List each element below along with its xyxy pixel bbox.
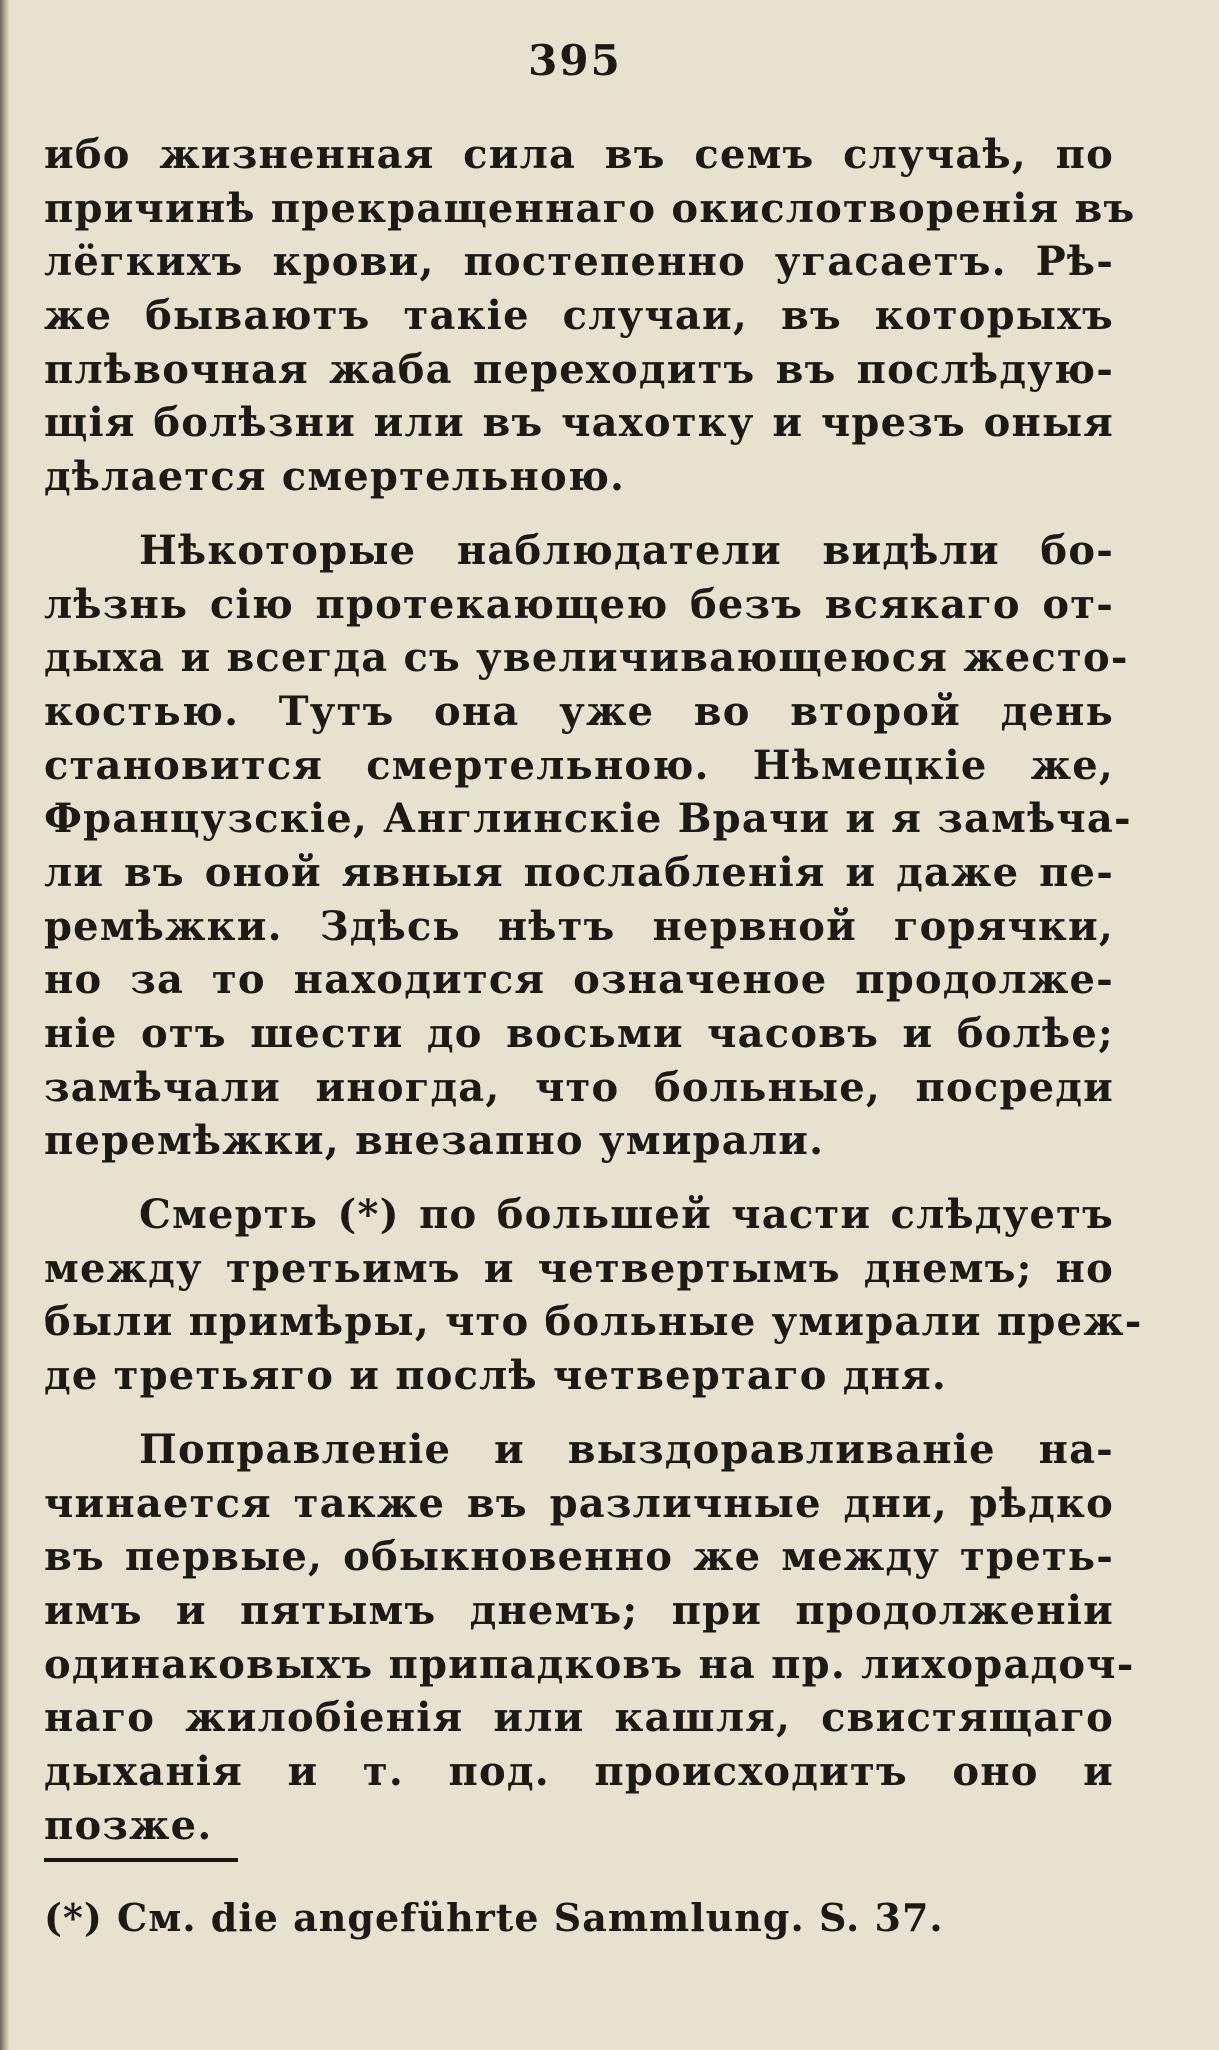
text-line: перемѣжки, внезапно умирали. xyxy=(44,1117,825,1165)
text-line: ремѣжки. Здѣсь нѣтъ нервной горячки, xyxy=(44,902,1114,950)
text-line: Смерть (*) по большей части слѣдуетъ xyxy=(139,1191,1114,1239)
text-line: ибо жизненная сила въ семъ случаѣ, по xyxy=(44,131,1114,178)
text-line: въ первые, обыкновенно же между треть- xyxy=(44,1533,1114,1581)
text-line: лёгкихъ крови, постепенно угасаетъ. Рѣ- xyxy=(44,238,1114,286)
text-line: лѣзнь сію протекающею безъ всякаго от- xyxy=(44,580,1114,628)
text-line: были примѣры, что больные умирали преж- xyxy=(44,1298,1143,1346)
paragraph-1 xyxy=(44,128,1136,504)
text-line: одинаковыхъ припадковъ на пр. лихорадоч- xyxy=(44,1640,1135,1688)
text-line: но за то находится означеное продолже- xyxy=(44,956,1114,1004)
paragraph-2 xyxy=(44,524,1132,1168)
text-line: позже. xyxy=(44,1801,213,1849)
text-line: де третьяго и послѣ четвертаго дня. xyxy=(44,1352,947,1400)
text-line: плѣвочная жаба переходитъ въ послѣдую- xyxy=(44,345,1114,393)
body-text xyxy=(44,128,1143,1852)
page-number: 395 xyxy=(528,36,622,85)
footnote-divider xyxy=(44,1858,238,1862)
text-line: ли въ оной явныя послабленія и даже пе- xyxy=(44,848,1114,896)
text-line: имъ и пятымъ днемъ; при продолженіи xyxy=(44,1586,1114,1634)
text-line: становится смертельною. Нѣмецкіе же, xyxy=(44,741,1114,789)
paragraph-3 xyxy=(44,1188,1143,1403)
text-line: наго жилобіенія или кашля, свистящаго xyxy=(44,1694,1114,1742)
text-line: щія болѣзни или въ чахотку и чрезъ оныя xyxy=(44,399,1114,447)
text-line: ніе отъ шести до восьми часовъ и болѣе; xyxy=(44,1010,1114,1057)
text-line: причинѣ прекращеннаго окислотворенія въ xyxy=(44,184,1136,232)
text-line: дыханія и т. под. происходитъ оно и xyxy=(44,1747,1114,1795)
text-line: же бываютъ такіе случаи, въ которыхъ xyxy=(44,292,1114,340)
text-line: дыха и всегда съ увеличивающеюся жесто- xyxy=(44,634,1129,682)
footnote: (*) См. die angeführte Sammlung. S. 37. xyxy=(44,1895,944,1940)
text-line: между третьимъ и четвертымъ днемъ; но xyxy=(44,1244,1114,1292)
text-line: чинается также въ различные дни, рѣдко xyxy=(44,1479,1114,1527)
text-line: костью. Тутъ она уже во второй день xyxy=(44,687,1114,735)
text-line: замѣчали иногда, что больные, посреди xyxy=(44,1063,1114,1111)
text-line: дѣлается смертельною. xyxy=(44,453,626,501)
paragraph-4 xyxy=(44,1423,1135,1853)
text-line: Поправленіе и выздоравливаніе на- xyxy=(139,1425,1114,1473)
text-line: Французскіе, Англинскіе Врачи и я замѣча- xyxy=(44,795,1132,843)
text-line: Нѣкоторые наблюдатели видѣли бо- xyxy=(139,526,1114,574)
